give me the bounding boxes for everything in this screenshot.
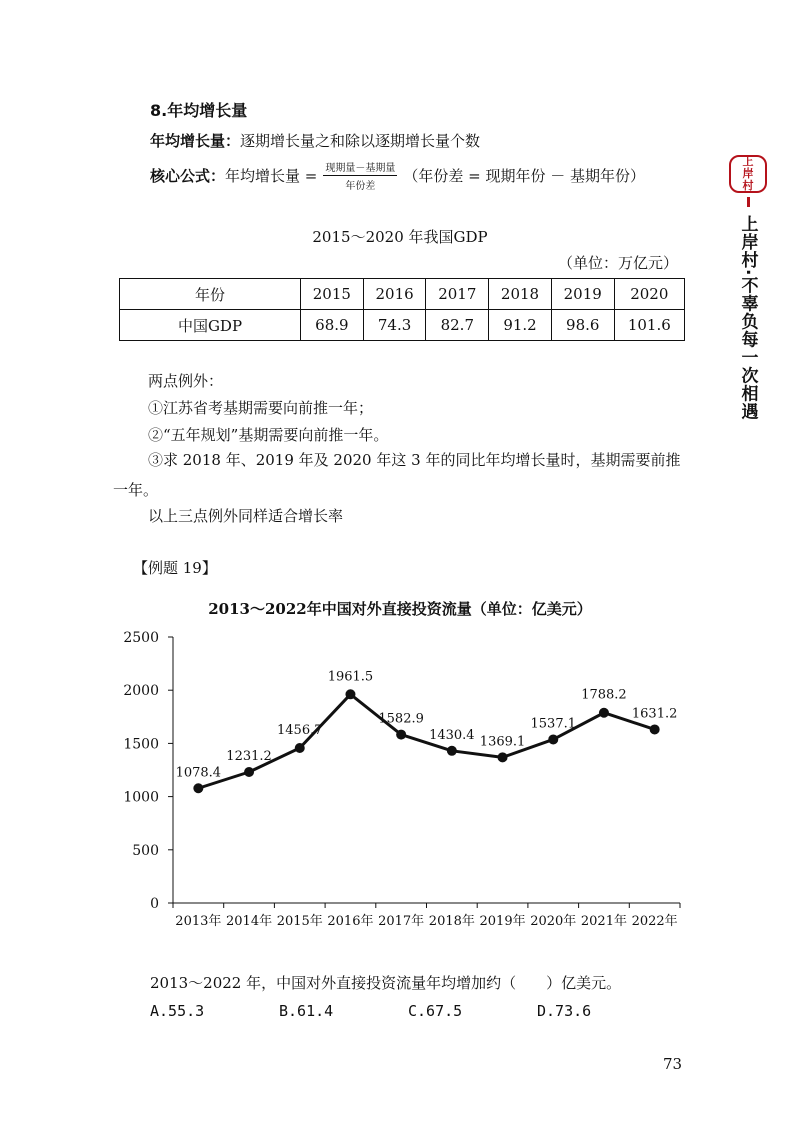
series-path [198, 694, 654, 788]
data-labels [176, 669, 678, 780]
seal-divider [747, 197, 750, 207]
data-point [599, 708, 609, 718]
y-tick-label: 0 [150, 896, 159, 912]
x-axis [173, 903, 680, 929]
notes-item: ①江苏省考基期需要向前推一年； [148, 399, 374, 417]
notes-summary: 以上三点例外同样适合增长率 [148, 507, 344, 525]
formula-note: （年份差 = 现期年份 － 基期年份） [403, 166, 646, 185]
data-label: 1788.2 [581, 687, 627, 703]
y-axis [123, 630, 173, 912]
side-banner [728, 155, 768, 420]
data-label: 1456.7 [277, 723, 323, 739]
x-tick-label: 2019年 [479, 914, 526, 929]
definition-text: 逐期增长量之和除以逐期增长量个数 [240, 132, 481, 150]
x-tick-label: 2020年 [530, 914, 577, 929]
data-label: 1582.9 [378, 711, 424, 727]
formula-numerator: 现期量－基期量 [323, 159, 397, 176]
definition-label: 年均增长量： [150, 132, 241, 150]
page-number: 73 [663, 1055, 683, 1073]
data-point [244, 767, 254, 777]
gdp-table [119, 278, 685, 341]
notes-item: ③求 2018 年、2019 年及 2020 年这 3 年的同比年均增长量时，基期需要前推一年。 [113, 451, 681, 499]
data-point [193, 783, 203, 793]
x-tick-label: 2017年 [378, 914, 425, 929]
table-year-cell: 2017 [426, 279, 489, 310]
x-tick-label: 2022年 [631, 914, 678, 929]
data-label: 1961.5 [327, 669, 374, 685]
table-row [120, 310, 685, 341]
example-label: 【例题 19】 [133, 559, 217, 577]
formula-label: 核心公式： [150, 166, 226, 185]
table-value-cell: 82.7 [426, 310, 489, 341]
table-year-cell: 2016 [363, 279, 426, 310]
x-tick-label: 2014年 [226, 914, 273, 929]
data-label: 1231.2 [226, 749, 272, 765]
seal-char: 岸 [742, 167, 754, 180]
seal-logo [729, 155, 767, 193]
y-tick-label: 500 [132, 842, 159, 859]
option-d: D.73.6 [537, 1002, 592, 1020]
option-a: A.55.3 [150, 1002, 205, 1020]
data-label: 1369.1 [479, 734, 526, 750]
data-label: 1537.1 [530, 716, 576, 732]
notes-item: ②“五年规划”基期需要向前推一年。 [148, 426, 389, 444]
table-header-cell: 年份 [120, 279, 301, 310]
y-tick-label: 2500 [123, 630, 159, 646]
data-point [295, 743, 305, 753]
table-year-cell: 2020 [614, 279, 684, 310]
line-chart [100, 620, 700, 940]
formula-fraction [323, 159, 397, 192]
definition-line [150, 130, 480, 151]
data-point [498, 752, 508, 762]
x-tick-label: 2015年 [276, 914, 323, 929]
data-point [650, 724, 660, 734]
question-text: 2013～2022 年，中国对外直接投资流量年均增加约（ ）亿美元。 [150, 974, 622, 992]
seal-char: 村 [742, 179, 754, 192]
option-c: C.67.5 [408, 1002, 463, 1020]
table-value-cell: 74.3 [363, 310, 426, 341]
series-line [193, 689, 659, 793]
table-value-cell: 101.6 [614, 310, 684, 341]
chart-title: 2013～2022年中国对外直接投资流量（单位：亿美元） [208, 600, 592, 618]
y-tick-label: 1500 [123, 736, 159, 753]
table-value-cell: 91.2 [489, 310, 552, 341]
x-tick-label: 2013年 [175, 914, 222, 929]
table-row [120, 279, 685, 310]
table-value-cell: 68.9 [301, 310, 364, 341]
notes-intro: 两点例外： [148, 372, 224, 390]
data-point [548, 734, 558, 744]
table-year-cell: 2015 [301, 279, 364, 310]
data-label: 1631.2 [631, 706, 678, 722]
x-tick-label: 2016年 [327, 914, 374, 929]
x-tick-label: 2021年 [580, 914, 627, 929]
gdp-table-title: 2015～2020 年我国GDP [312, 228, 488, 246]
section-title: 8.年均增长量 [150, 101, 248, 120]
data-point [396, 730, 406, 740]
data-label: 1078.4 [175, 765, 222, 781]
data-point [447, 746, 457, 756]
table-year-cell: 2019 [551, 279, 614, 310]
formula-lhs: 年均增长量 = [225, 166, 318, 185]
option-b: B.61.4 [279, 1002, 334, 1020]
seal-char: 上 [742, 155, 754, 168]
y-tick-label: 1000 [123, 789, 159, 806]
formula-denominator: 年份差 [345, 180, 376, 192]
data-label: 1430.4 [429, 727, 475, 743]
gdp-table-unit: （单位：万亿元） [557, 254, 678, 272]
table-year-cell: 2018 [489, 279, 552, 310]
x-tick-label: 2018年 [428, 914, 475, 929]
table-value-cell: 98.6 [551, 310, 614, 341]
formula-line [150, 160, 645, 190]
table-row-label: 中国GDP [120, 310, 301, 341]
y-tick-label: 2000 [123, 683, 159, 700]
side-slogan: 上岸村·不辜负每一次相遇 [737, 215, 758, 421]
data-point [345, 689, 355, 699]
